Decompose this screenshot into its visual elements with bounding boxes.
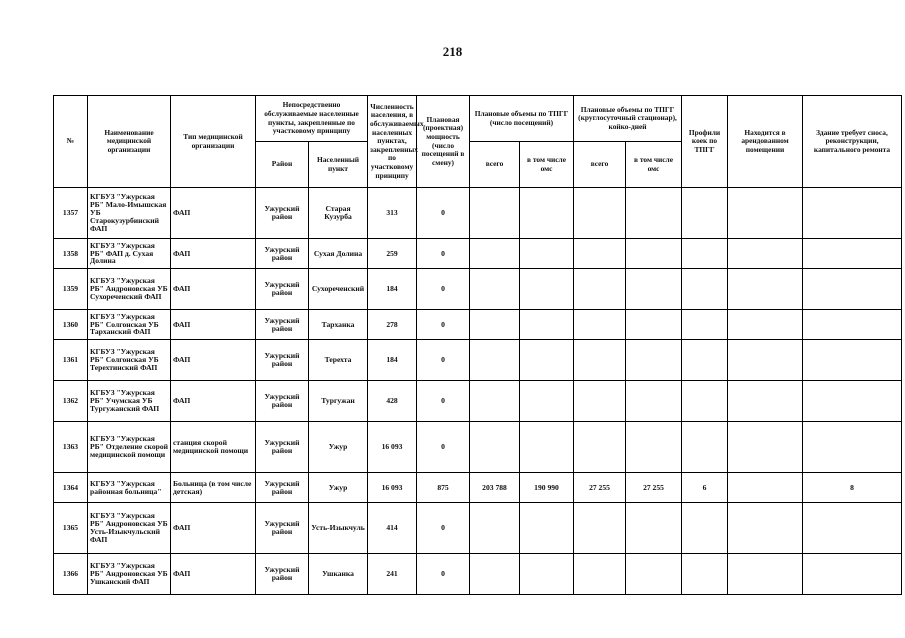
cell-district: Ужурский район	[256, 473, 309, 503]
cell-population: 428	[368, 381, 417, 422]
cell-type: ФАП	[171, 554, 256, 595]
cell-capacity: 0	[417, 239, 470, 269]
cell-beds	[682, 188, 728, 239]
cell-type: ФАП	[171, 310, 256, 340]
header-district: Район	[256, 142, 309, 188]
page-number: 218	[442, 44, 463, 59]
cell-rented	[728, 188, 803, 239]
cell-visits-total	[470, 422, 520, 473]
cell-district: Ужурский район	[256, 503, 309, 554]
header-capacity: Плановая (проектная) мощность (число посещений в смену)	[417, 96, 470, 188]
cell-repair	[803, 340, 902, 381]
table-row	[54, 188, 902, 239]
cell-name: КГБУЗ "Ужурская РБ" Учумская УБ Тургужанский ФАП	[88, 381, 171, 422]
cell-locality: Тарханка	[309, 310, 368, 340]
cell-type: ФАП	[171, 188, 256, 239]
table-row	[54, 422, 902, 473]
cell-visits-oms	[520, 340, 574, 381]
cell-visits-oms	[520, 422, 574, 473]
cell-bed-oms	[626, 381, 682, 422]
cell-population: 16 093	[368, 422, 417, 473]
cell-bed-total: 27 255	[574, 473, 626, 503]
cell-district: Ужурский район	[256, 340, 309, 381]
cell-locality: Усть-Изыкчуль	[309, 503, 368, 554]
cell-num: 1363	[54, 422, 88, 473]
cell-num: 1357	[54, 188, 88, 239]
cell-bed-total	[574, 422, 626, 473]
cell-capacity: 0	[417, 554, 470, 595]
table-row	[54, 340, 902, 381]
cell-name: КГБУЗ "Ужурская РБ" Солгонская УБ Терехтинский ФАП	[88, 340, 171, 381]
header-attached: Непосредственно обслуживаемые населенные пункты, закрепленные по участковому принципу	[256, 96, 368, 142]
cell-beds	[682, 310, 728, 340]
table-row	[54, 554, 902, 595]
cell-bed-total	[574, 503, 626, 554]
table-row	[54, 239, 902, 269]
cell-bed-oms	[626, 422, 682, 473]
cell-locality: Сухореченский	[309, 269, 368, 310]
cell-locality: Тургужан	[309, 381, 368, 422]
cell-num: 1358	[54, 239, 88, 269]
cell-district: Ужурский район	[256, 269, 309, 310]
cell-visits-oms	[520, 381, 574, 422]
table-row	[54, 473, 902, 503]
header-bed-total: всего	[574, 142, 626, 188]
cell-repair	[803, 381, 902, 422]
cell-repair	[803, 188, 902, 239]
cell-num: 1360	[54, 310, 88, 340]
cell-repair	[803, 422, 902, 473]
cell-bed-total	[574, 188, 626, 239]
cell-bed-oms	[626, 340, 682, 381]
header-visits-oms: в том числе омс	[520, 142, 574, 188]
cell-capacity: 0	[417, 269, 470, 310]
cell-num: 1365	[54, 503, 88, 554]
header-locality: Населенный пункт	[309, 142, 368, 188]
cell-district: Ужурский район	[256, 422, 309, 473]
table-row	[54, 381, 902, 422]
cell-locality: Старая Кузурба	[309, 188, 368, 239]
cell-population: 278	[368, 310, 417, 340]
cell-name: КГБУЗ "Ужурская РБ" Андроновская УБ Усть-Изыкчульский ФАП	[88, 503, 171, 554]
cell-repair	[803, 269, 902, 310]
cell-type: ФАП	[171, 340, 256, 381]
header-repair: Здание требует сноса, реконструкции, капитального ремонта	[803, 96, 902, 188]
table-row	[54, 269, 902, 310]
header-population: Численность населения, в обслуживаемых населенных пунктах, закрепленных по участковому принципу	[368, 96, 417, 188]
cell-visits-oms	[520, 269, 574, 310]
cell-beds	[682, 503, 728, 554]
cell-name: КГБУЗ "Ужурская РБ" ФАП д. Сухая Долина	[88, 239, 171, 269]
table-body	[54, 188, 902, 595]
header-beds: Профили коек по ТПГГ	[682, 96, 728, 188]
cell-name: КГБУЗ "Ужурская РБ" Мало-Имышская УБ Старокузурбинский ФАП	[88, 188, 171, 239]
cell-visits-total	[470, 239, 520, 269]
cell-name: КГБУЗ "Ужурская районная больница"	[88, 473, 171, 503]
cell-num: 1362	[54, 381, 88, 422]
cell-repair	[803, 554, 902, 595]
facilities-table	[53, 95, 902, 595]
cell-rented	[728, 554, 803, 595]
cell-bed-total	[574, 310, 626, 340]
cell-district: Ужурский район	[256, 381, 309, 422]
cell-capacity: 875	[417, 473, 470, 503]
cell-district: Ужурский район	[256, 554, 309, 595]
cell-repair	[803, 310, 902, 340]
cell-capacity: 0	[417, 188, 470, 239]
cell-capacity: 0	[417, 310, 470, 340]
cell-type: ФАП	[171, 381, 256, 422]
cell-visits-total: 203 788	[470, 473, 520, 503]
cell-visits-oms	[520, 554, 574, 595]
cell-bed-total	[574, 554, 626, 595]
cell-repair	[803, 239, 902, 269]
cell-visits-total	[470, 310, 520, 340]
cell-population: 414	[368, 503, 417, 554]
cell-rented	[728, 381, 803, 422]
cell-rented	[728, 503, 803, 554]
cell-visits-oms	[520, 503, 574, 554]
cell-capacity: 0	[417, 422, 470, 473]
cell-locality: Ушканка	[309, 554, 368, 595]
cell-visits-oms	[520, 188, 574, 239]
cell-num: 1359	[54, 269, 88, 310]
cell-capacity: 0	[417, 503, 470, 554]
cell-num: 1366	[54, 554, 88, 595]
header-type: Тип медицинской организации	[171, 96, 256, 188]
cell-visits-oms	[520, 239, 574, 269]
header-bed-oms: в том числе омс	[626, 142, 682, 188]
cell-name: КГБУЗ "Ужурская РБ" Отделение скорой медицинской помощи	[88, 422, 171, 473]
cell-bed-oms	[626, 503, 682, 554]
cell-bed-oms	[626, 239, 682, 269]
cell-population: 16 093	[368, 473, 417, 503]
cell-locality: Терехта	[309, 340, 368, 381]
cell-bed-oms	[626, 554, 682, 595]
header-name: Наименование медицинской организации	[88, 96, 171, 188]
cell-bed-oms	[626, 269, 682, 310]
cell-visits-total	[470, 381, 520, 422]
table-row	[54, 310, 902, 340]
table-row	[54, 503, 902, 554]
cell-bed-oms	[626, 310, 682, 340]
cell-num: 1361	[54, 340, 88, 381]
cell-bed-total	[574, 239, 626, 269]
cell-locality: Сухая Долина	[309, 239, 368, 269]
header-visits-total: всего	[470, 142, 520, 188]
cell-district: Ужурский район	[256, 310, 309, 340]
cell-num: 1364	[54, 473, 88, 503]
cell-repair: 8	[803, 473, 902, 503]
cell-rented	[728, 239, 803, 269]
cell-beds	[682, 269, 728, 310]
cell-locality: Ужур	[309, 422, 368, 473]
cell-population: 259	[368, 239, 417, 269]
cell-bed-oms: 27 255	[626, 473, 682, 503]
cell-rented	[728, 422, 803, 473]
cell-type: ФАП	[171, 503, 256, 554]
cell-bed-total	[574, 269, 626, 310]
cell-visits-total	[470, 269, 520, 310]
header-bed-days: Плановые объемы по ТПГГ (круглосуточный стационар), койко-дней	[574, 96, 682, 142]
cell-visits-total	[470, 340, 520, 381]
cell-name: КГБУЗ "Ужурская РБ" Андроновская УБ Сухореченский ФАП	[88, 269, 171, 310]
cell-type: ФАП	[171, 269, 256, 310]
cell-rented	[728, 310, 803, 340]
cell-district: Ужурский район	[256, 188, 309, 239]
cell-rented	[728, 473, 803, 503]
cell-district: Ужурский район	[256, 239, 309, 269]
cell-beds	[682, 340, 728, 381]
cell-locality: Ужур	[309, 473, 368, 503]
cell-population: 241	[368, 554, 417, 595]
cell-beds	[682, 554, 728, 595]
cell-population: 313	[368, 188, 417, 239]
header-rented: Находится в арендованном помещении	[728, 96, 803, 188]
cell-rented	[728, 269, 803, 310]
cell-repair	[803, 503, 902, 554]
cell-visits-oms: 190 990	[520, 473, 574, 503]
cell-rented	[728, 340, 803, 381]
header-num: №	[54, 96, 88, 188]
cell-visits-oms	[520, 310, 574, 340]
cell-capacity: 0	[417, 381, 470, 422]
cell-visits-total	[470, 554, 520, 595]
cell-bed-total	[574, 381, 626, 422]
cell-bed-total	[574, 340, 626, 381]
cell-type: станция скорой медицинской помощи	[171, 422, 256, 473]
cell-name: КГБУЗ "Ужурская РБ" Солгонская УБ Тарханский ФАП	[88, 310, 171, 340]
cell-capacity: 0	[417, 340, 470, 381]
cell-population: 184	[368, 340, 417, 381]
cell-bed-oms	[626, 188, 682, 239]
cell-beds	[682, 381, 728, 422]
cell-type: Больница (в том числе детская)	[171, 473, 256, 503]
cell-visits-total	[470, 503, 520, 554]
header-visits: Плановые объемы по ТПГГ (число посещений)	[470, 96, 574, 142]
cell-beds: 6	[682, 473, 728, 503]
cell-population: 184	[368, 269, 417, 310]
cell-beds	[682, 422, 728, 473]
cell-name: КГБУЗ "Ужурская РБ" Андроновская УБ Ушканский ФАП	[88, 554, 171, 595]
cell-beds	[682, 239, 728, 269]
cell-visits-total	[470, 188, 520, 239]
cell-type: ФАП	[171, 239, 256, 269]
